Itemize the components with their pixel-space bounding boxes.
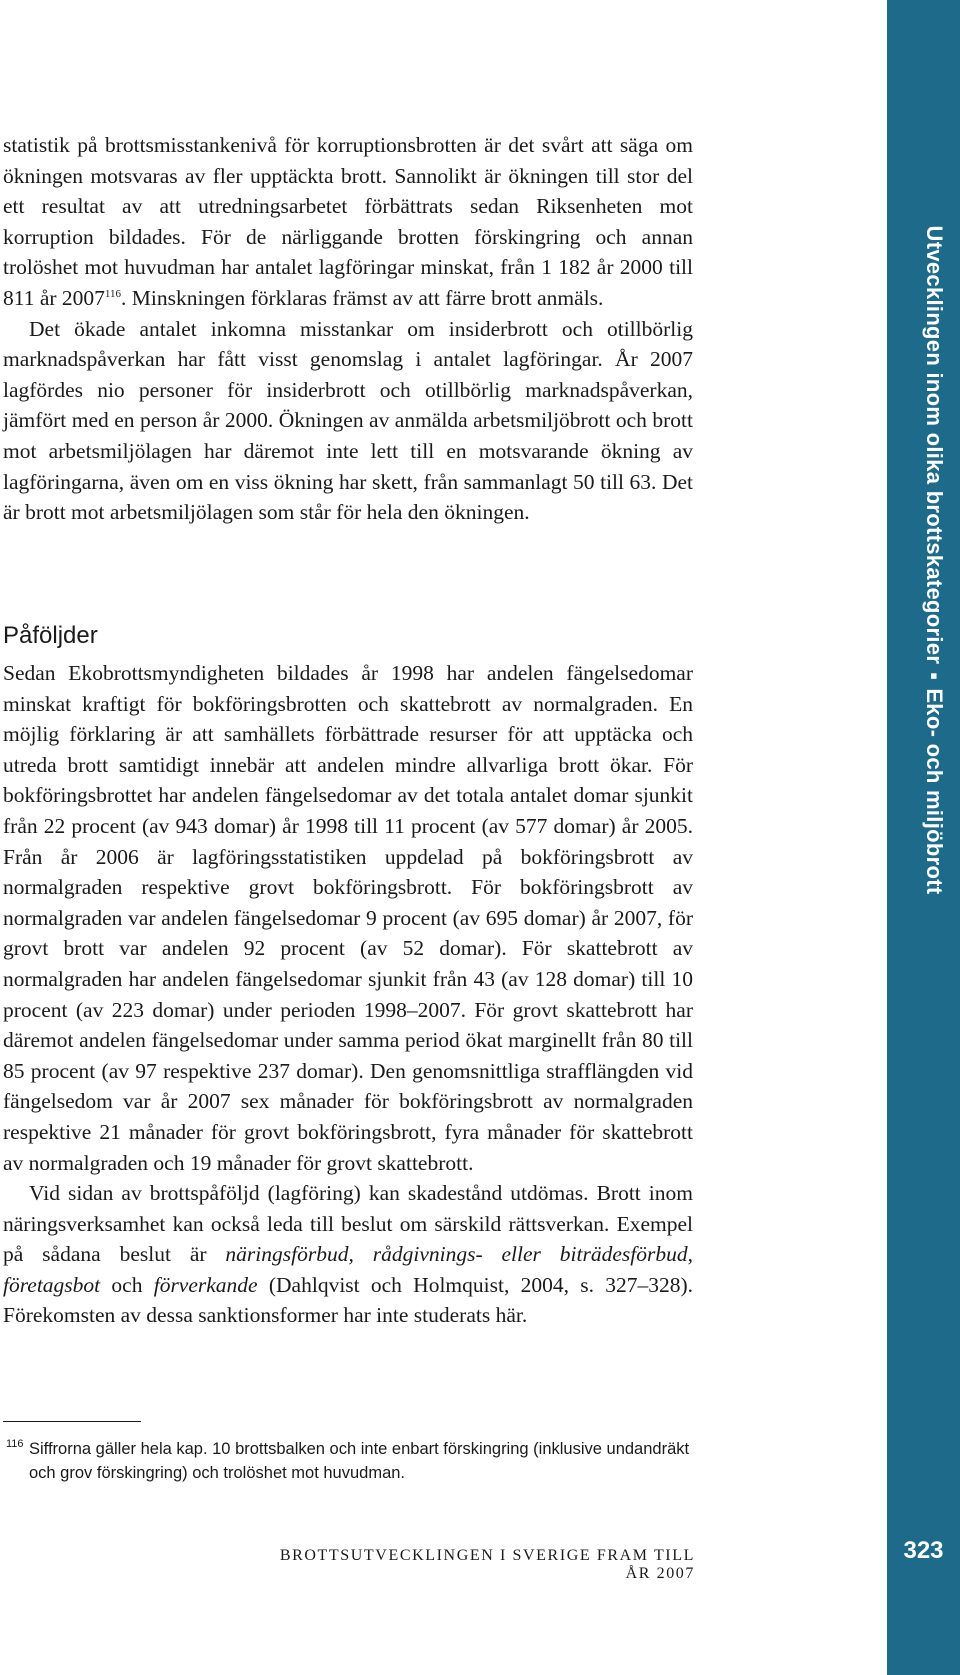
paragraph [3,130,693,314]
paragraph [3,1178,693,1331]
running-footer: BROTTSUTVECKLINGEN I SVERIGE FRAM TILL ÅR 2007 [279,1547,695,1582]
footnote-reference[interactable]: 116 [104,287,121,300]
paragraph-text: statistik på brottsmisstankenivå för korruptionsbrotten är det svårt att säga om ökningen motsvaras av fler upptäckta brott. Sannolikt är ökningen till stor del ett resultat av att utredningsarbetet förbättrats sedan Riksenheten mot korruption bildades. För de närliggande brotten förskingring och annan trolöshet mot huvudman har antalet lagföringar minskat, från 1 182 år 2000 till 811 år 2007 [3,133,693,310]
paragraph-text: och [100,1272,154,1297]
footnote-text: Siffrorna gäller hela kap. 10 brottsbalken och inte enbart förskingring (inklusive undandräkt och grov förskingring) och trolöshet mot huvudman. [29,1440,690,1482]
chapter-title-separator: ▪ [922,672,947,681]
emphasis-text: förverkande [153,1272,258,1297]
emphasis-text: företagsbot [3,1272,101,1297]
paragraph-text: Vid sidan av brottspåföljd (lagföring) kan skadestånd utdömas. Brott inom näringsverksamhet kan också leda till beslut om särskild rättsverkan. Exempel på sådana beslut är [3,1181,693,1267]
footnote [3,1437,693,1485]
chapter-title-part2: Eko- och miljöbrott [922,688,947,895]
section-heading: Påföljder [3,622,98,649]
footnote-number: 116 [6,1438,24,1450]
chapter-title [921,226,947,895]
footnote-divider [3,1421,141,1422]
page-number: 323 [903,1537,944,1564]
body-text-section2 [3,658,693,1331]
body-text-section1 [3,130,693,528]
paragraph-text: , [687,1242,693,1267]
paragraph: Sedan Ekobrottsmyndigheten bildades år 1998 har andelen fängelsedomar minskat kraftigt för bokföringsbrotten och skattebrott av normalgraden. En möjlig förklaring är att samhällets förbättrade resurser för att upptäcka och utreda brott samtidigt innebär att andelen mindre allvarliga brott ökar. För bokföringsbrottet har andelen fängelsedomar av det totala antalet domar sjunkit från 22 procent (av 943 domar) år 1998 till 11 procent (av 577 domar) år 2005. Från år 2006 är lagföringsstatistiken uppdelad på bokföringsbrott av normalgraden respektive grovt bokföringsbrott. För bokföringsbrott av normalgraden var andelen fängelsedomar 9 procent (av 695 domar) år 2007, för grovt brott var andelen 92 procent (av 52 domar). För skattebrott av normalgraden har andelen fängelsedomar sjunkit från 43 (av 128 domar) till 10 procent (av 223 domar) under perioden 1998–2007. För grovt skattebrott har däremot andelen fängelsedomar under samma period ökat marginellt från 80 till 85 procent (av 97 respektive 237 domar). Den genomsnittliga strafflängden vid fängelsedom var år 2007 sex månader för bokföringsbrott av normalgraden respektive 21 månader för grovt bokföringsbrott, fyra månader för skattebrott av normalgraden och 19 månader för grovt skattebrott. [3,661,693,1175]
paragraph-text: (Dahlqvist och Holmquist, 2004, s. 327–328). Förekomsten av dessa sanktionsformer har inte studerats här. [3,1272,694,1328]
paragraph: Det ökade antalet inkomna misstankar om insiderbrott och otillbörlig marknadspåverkan har fått visst genomslag i antalet lagföringar. År 2007 lagfördes nio personer för insiderbrott och otillbörlig marknadspåverkan, jämfört med en person år 2000. Ökningen av anmälda arbetsmiljöbrott och brott mot arbetsmiljölagen har däremot inte lett till en motsvarande ökning av lagföringarna, även om en viss ökning har skett, från sammanlagt 50 till 63. Det är brott mot arbetsmiljölagen som står för hela den ökningen. [3,316,693,525]
emphasis-text: näringsförbud, rådgivnings- eller biträdesförbud [225,1242,688,1267]
chapter-title-part1: Utvecklingen inom olika brottskategorier [922,225,947,665]
paragraph-text: . Minskningen förklaras främst av att färre brott anmäls. [121,285,604,310]
